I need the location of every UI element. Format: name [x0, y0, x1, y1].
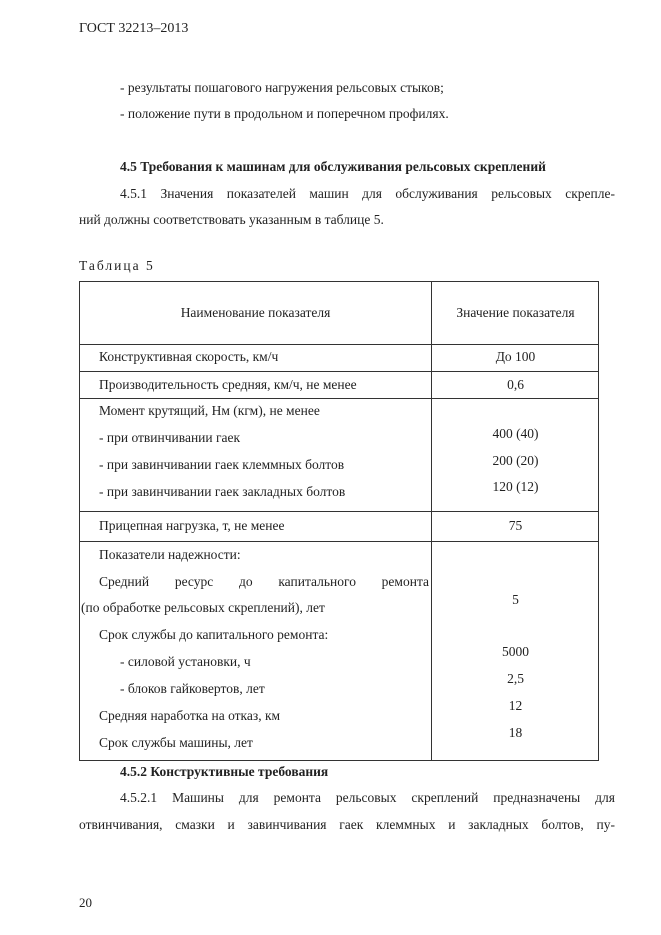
bullet-item: - результаты пошагового нагружения рельсовых стыков;	[120, 80, 444, 95]
table-row-divider	[80, 511, 598, 512]
row-name: Момент крутящий, Нм (кгм), не менее	[99, 403, 320, 418]
row-subitem: - блоков гайковертов, лет	[120, 681, 265, 696]
row-subitem: (по обработке рельсовых скреплений), лет	[81, 600, 325, 615]
row-subitem: Средняя наработка на отказ, км	[99, 708, 281, 723]
column-header-name: Наименование показателя	[180, 305, 331, 320]
bullet-item: - положение пути в продольном и поперечном профилях.	[120, 106, 449, 121]
row-subitem: Срок службы машины, лет	[99, 735, 253, 750]
row-value: 2,5	[507, 671, 524, 686]
row-value: 400 (40)	[492, 426, 539, 441]
row-value: 12	[508, 698, 523, 713]
row-value: 5	[512, 592, 519, 607]
row-value: 75	[508, 518, 523, 533]
paragraph-line: 4.5.1 Значения показателей машин для обслуживания рельсовых скрепле-	[120, 186, 615, 201]
row-name: Прицепная нагрузка, т, не менее	[99, 518, 285, 533]
table-row-divider	[80, 344, 598, 345]
row-subitem: - при завинчивании гаек закладных болтов	[99, 484, 346, 499]
column-header-value: Значение показателя	[456, 305, 575, 320]
row-value: До 100	[495, 349, 536, 364]
row-name: Показатели надежности:	[99, 547, 241, 562]
paragraph-line: отвинчивания, смазки и завинчивания гаек клеммных и закладных болтов, пу-	[79, 817, 615, 832]
row-subitem: - силовой установки, ч	[120, 654, 251, 669]
row-value: 120 (12)	[492, 479, 539, 494]
row-value: 0,6	[507, 377, 524, 392]
row-value: 18	[508, 725, 523, 740]
requirements-table	[79, 281, 599, 761]
page-number: 20	[79, 895, 92, 910]
row-subitem: Срок службы до капитального ремонта:	[99, 627, 329, 642]
table-row-divider	[80, 371, 598, 372]
subsection-heading: 4.5.2 Конструктивные требования	[120, 764, 329, 779]
row-subitem: Средний ресурс до капитального ремонта	[99, 574, 429, 589]
document-header: ГОСТ 32213–2013	[79, 21, 189, 36]
row-value: 5000	[502, 644, 529, 659]
section-heading: 4.5 Требования к машинам для обслуживания рельсовых скреплений	[120, 159, 546, 174]
row-name: Производительность средняя, км/ч, не менее	[99, 377, 357, 392]
row-name: Конструктивная скорость, км/ч	[99, 349, 279, 364]
row-subitem: - при отвинчивании гаек	[99, 430, 241, 445]
paragraph-line: ний должны соответствовать указанным в таблице 5.	[79, 212, 384, 227]
table-caption: Таблица 5	[79, 258, 155, 273]
paragraph-line: 4.5.2.1 Машины для ремонта рельсовых скреплений предназначены для	[120, 790, 615, 805]
table-row-divider	[80, 398, 598, 399]
row-subitem: - при завинчивании гаек клеммных болтов	[99, 457, 345, 472]
table-row-divider	[80, 541, 598, 542]
row-value: 200 (20)	[492, 453, 539, 468]
